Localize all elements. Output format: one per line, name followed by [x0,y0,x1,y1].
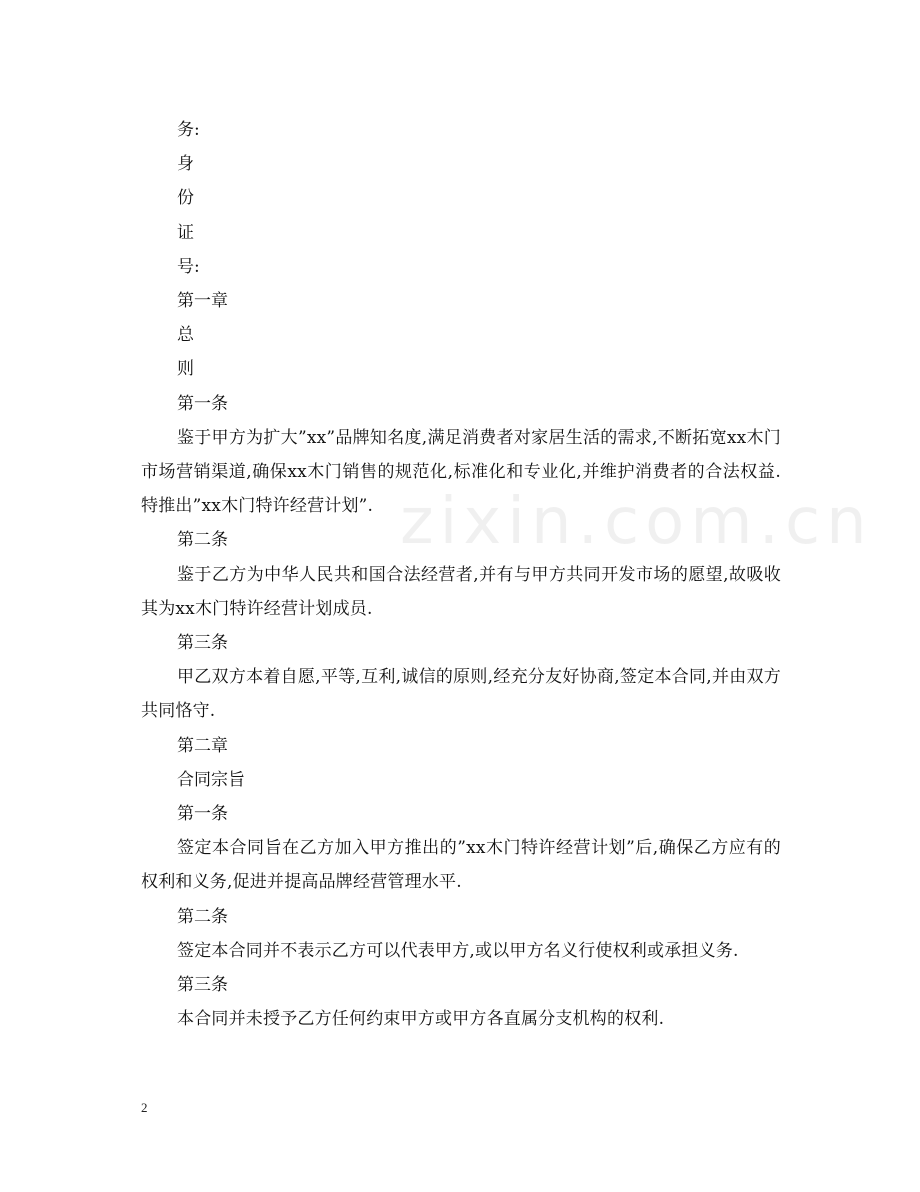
document-body [141,113,781,1036]
article-heading: 第一条 [177,804,228,825]
article-paragraph: 签定本合同旨在乙方加入甲方推出的”xx木门特许经营计划”后,确保乙方应有的权利和义务,促进并提高品牌经营管理水平. [141,838,781,893]
article-paragraph: 甲乙双方本着自愿,平等,互利,诚信的原则,经充分友好协商,签定本合同,并由双方共同恪守. [141,667,781,722]
article-heading: 第三条 [177,975,228,996]
text-line: 份 [177,188,194,209]
article-heading: 第三条 [177,633,228,654]
article-paragraph: 鉴于甲方为扩大”xx”品牌知名度,满足消费者对家居生活的需求,不断拓宽xx木门市场营销渠道,确保xx木门销售的规范化,标准化和专业化,并维护消费者的合法权益.特推出”xx木门特许经营计划”. [141,427,781,517]
article-heading: 第一条 [177,393,228,414]
chapter-heading: 第二章 [177,735,228,756]
text-line: 身 [177,154,194,175]
chapter-heading: 第一章 [177,291,228,312]
article-heading: 第二条 [177,530,228,551]
article-paragraph: 本合同并未授予乙方任何约束甲方或甲方各直属分支机构的权利. [177,1009,665,1030]
text-line: 务: [177,120,200,140]
article-heading: 第二条 [177,906,228,927]
watermark: zixin.com.cn [400,485,873,559]
article-paragraph: 鉴于乙方为中华人民共和国合法经营者,并有与甲方共同开发市场的愿望,故吸收其为xx木门特许经营计划成员. [141,564,781,619]
chapter-title-char: 总 [177,325,194,346]
chapter-title: 合同宗旨 [177,769,245,790]
text-line: 证 [177,222,194,243]
text-line: 号: [177,256,200,277]
chapter-title-char: 则 [177,359,194,380]
page-number: 2 [141,1100,148,1115]
article-paragraph: 签定本合同并不表示乙方可以代表甲方,或以甲方名义行使权利或承担义务. [177,940,739,961]
